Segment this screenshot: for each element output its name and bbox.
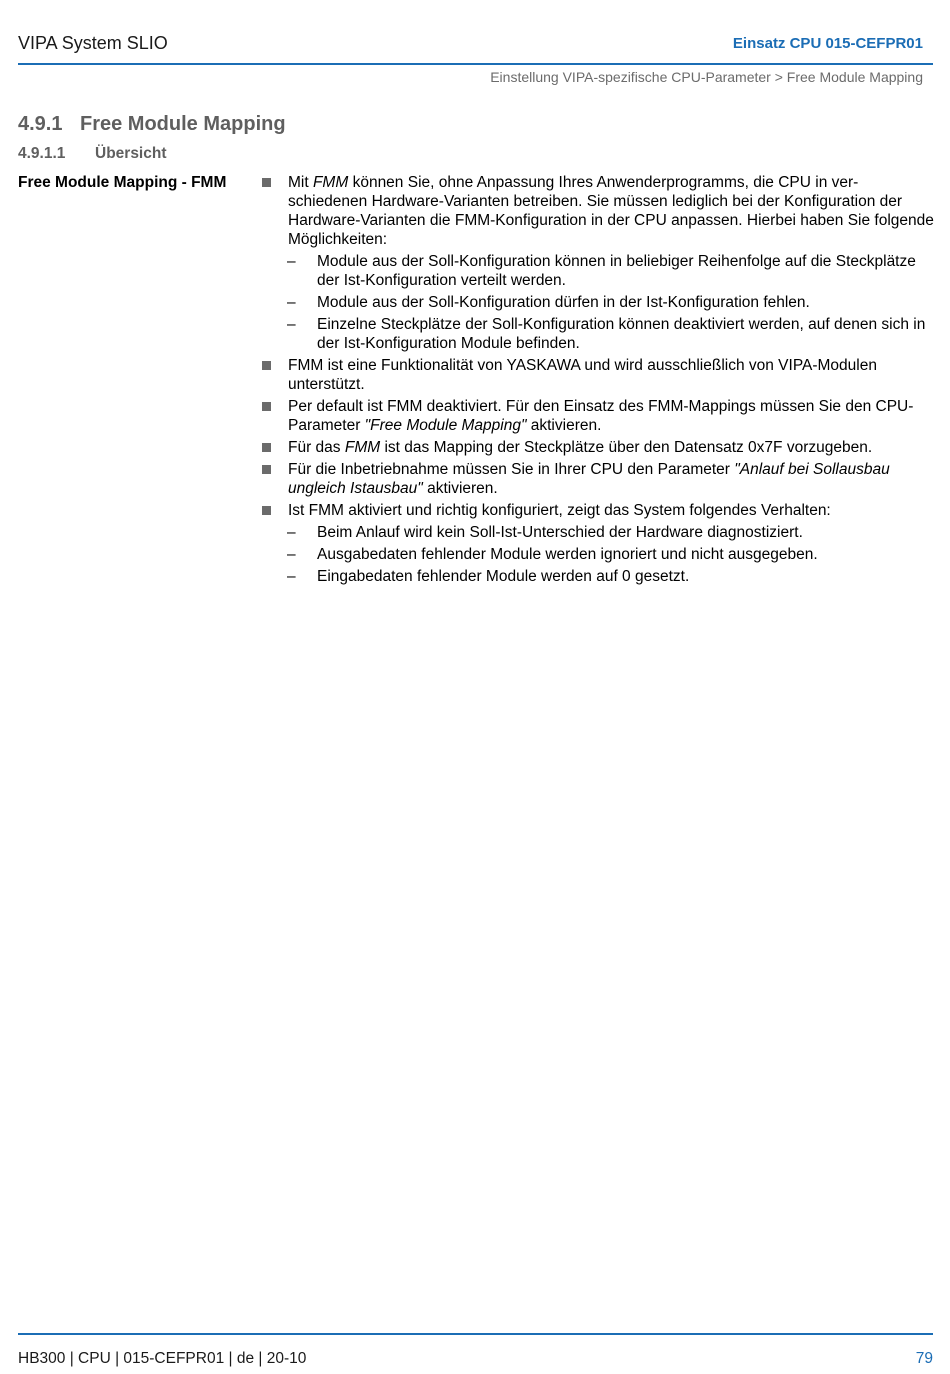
dash-text: Module aus der Soll-Konfiguration können in beliebiger Reihenfolge auf die Steckplätze der Ist-Konfiguration verteilt werden. [317, 253, 916, 289]
dash-marker: – [287, 294, 296, 311]
bullet-item [260, 173, 935, 249]
square-bullet-icon [262, 178, 271, 187]
dash-item [260, 315, 935, 353]
header-divider [18, 63, 933, 65]
bullet-text: können Sie, ohne Anpassung Ihres Anwenderprogramms, die CPU in ver-schiedenen Hardware-Varianten betreiben. Sie müssen lediglich bei der Konfiguration der Hardware-Varianten die FMM-Konfiguration in der CPU anpassen. Hierbei haben Sie folgende Möglichkeiten: [288, 174, 934, 248]
emphasis-text: "Anlauf bei Sollausbau ungleich Istausbau" [288, 461, 890, 497]
subsection-title: Übersicht [95, 145, 167, 162]
dash-text: Beim Anlauf wird kein Soll-Ist-Unterschied der Hardware diagnostiziert. [317, 524, 803, 541]
dash-text: Module aus der Soll-Konfiguration dürfen in der Ist-Konfiguration fehlen. [317, 294, 810, 311]
bullet-text: aktivieren. [422, 480, 498, 497]
page-number: 79 [915, 1350, 933, 1367]
section-number: 4.9.1 [18, 113, 63, 135]
dash-text: Einzelne Steckplätze der Soll-Konfiguration können deaktiviert werden, auf denen sich in der Ist-Konfiguration Module befinden. [317, 316, 926, 352]
dash-marker: – [287, 546, 296, 563]
bullet-item [260, 397, 935, 435]
header-product-name: VIPA System SLIO [18, 33, 168, 53]
dash-item [260, 567, 935, 586]
square-bullet-icon [262, 361, 271, 370]
bullet-text: Per default ist FMM deaktiviert. Für den Einsatz des FMM-Mappings müssen Sie den CPU-Parameter [288, 398, 914, 434]
footer-doc-info: HB300 | CPU | 015-CEFPR01 | de | 20-10 [18, 1350, 307, 1367]
dash-marker: – [287, 316, 296, 333]
dash-marker: – [287, 524, 296, 541]
bullet-text: aktivieren. [526, 417, 602, 434]
emphasis-text: "Free Module Mapping" [364, 417, 527, 434]
bullet-text: ist das Mapping der Steckplätze über den Datensatz 0x7F vorzugeben. [380, 439, 873, 456]
section-title: Free Module Mapping [80, 113, 286, 135]
bullet-text: Für die Inbetriebnahme müssen Sie in Ihrer CPU den Parameter [288, 461, 735, 478]
dash-text: Eingabedaten fehlender Module werden auf 0 gesetzt. [317, 568, 690, 585]
subsection-heading [18, 145, 167, 163]
bullet-text: Mit [288, 174, 313, 191]
bullet-item [260, 460, 935, 498]
bullet-text: Ist FMM aktiviert und richtig konfiguriert, zeigt das System folgendes Verhalten: [288, 502, 831, 519]
square-bullet-icon [262, 465, 271, 474]
dash-item [260, 293, 935, 312]
section-heading [18, 113, 286, 136]
breadcrumb: Einstellung VIPA-spezifische CPU-Parameter > Free Module Mapping [490, 69, 923, 85]
emphasis-text: FMM [312, 174, 349, 191]
dash-marker: – [287, 568, 296, 585]
bullet-item [260, 438, 935, 457]
dash-item [260, 523, 935, 542]
square-bullet-icon [262, 506, 271, 515]
header-chapter-title: Einsatz CPU 015-CEFPR01 [732, 35, 923, 52]
side-label: Free Module Mapping - FMM [18, 174, 227, 191]
square-bullet-icon [262, 443, 271, 452]
bullet-item [260, 356, 935, 394]
bullet-item [260, 501, 935, 520]
footer-divider [18, 1333, 933, 1335]
dash-item [260, 252, 935, 290]
square-bullet-icon [262, 402, 271, 411]
content-body [260, 173, 935, 589]
subsection-number: 4.9.1.1 [18, 145, 66, 162]
dash-item [260, 545, 935, 564]
bullet-text: FMM ist eine Funktionalität von YASKAWA und wird ausschließlich von VIPA-Modulen unterstützt. [288, 357, 877, 393]
bullet-text: Für das [288, 439, 345, 456]
emphasis-text: FMM [344, 439, 381, 456]
dash-text: Ausgabedaten fehlender Module werden ignoriert und nicht ausgegeben. [317, 546, 818, 563]
dash-marker: – [287, 253, 296, 270]
